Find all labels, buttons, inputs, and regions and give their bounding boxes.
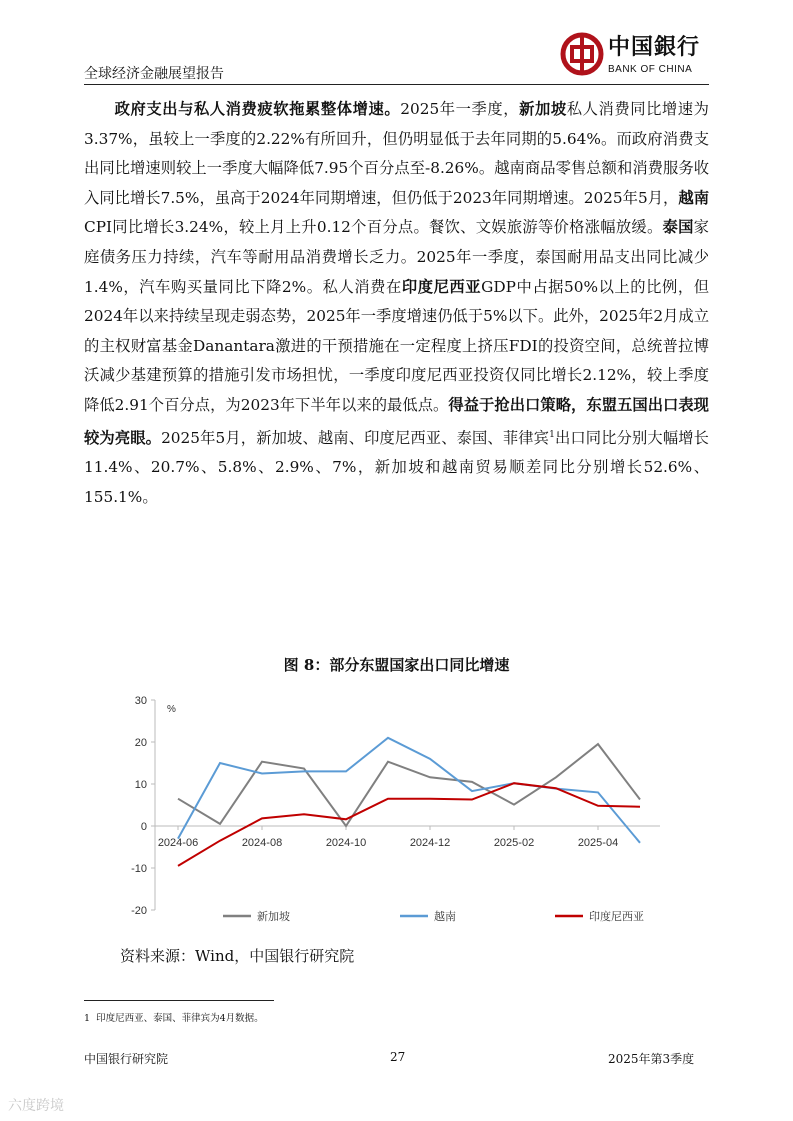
watermark: 六度跨境 bbox=[8, 1098, 64, 1114]
footer-period: 2025年第3季度 bbox=[608, 1052, 695, 1066]
bold-run: 新加坡 bbox=[519, 100, 567, 118]
legend-label: 印度尼西亚 bbox=[589, 911, 644, 923]
logo-chinese-name: 中国銀行 bbox=[608, 34, 701, 60]
figure-source: 资料来源：Wind，中国银行研究院 bbox=[120, 947, 355, 965]
bold-lead: 政府支出与私人消费疲软拖累整体增速。 bbox=[114, 100, 401, 118]
series-line-印度尼西亚 bbox=[178, 783, 640, 866]
footnote-marker: 1 bbox=[84, 1013, 91, 1024]
footnote-ref[interactable]: 1 bbox=[549, 429, 555, 440]
x-tick-label: 2025-04 bbox=[577, 837, 619, 849]
header-divider bbox=[84, 84, 709, 85]
text-run: GDP中占据50%以上的比例，但2024年以来持续呈现走弱态势，2025年一季度增速仍低于5%以下。此外，2025年2月成立的主权财富基金Danantara激进的干预措施在一定程度上挤压FDI的投资空间，总统普拉博沃减少基建预算的措施引发市场担忧，一季度印度尼西亚投资仅同比增长2.12%，较上季度降低2.91个百分点，为2023年下半年以来的最低点。 bbox=[84, 277, 709, 414]
figure-title: 图 8：部分东盟国家出口同比增速 bbox=[283, 656, 510, 674]
body-paragraph bbox=[84, 95, 709, 512]
x-tick-label: 2024-10 bbox=[325, 837, 367, 849]
bank-logo-emblem-icon bbox=[560, 32, 604, 76]
footer-org: 中国银行研究院 bbox=[84, 1052, 169, 1066]
text-run: 家庭债务压力持续，汽车等耐用品消费增长乏力。2025年一季度，泰国耐用品支出同比减少1.4%，汽车购买量同比下降2%。私人消费在 bbox=[84, 218, 709, 296]
series-line-新加坡 bbox=[178, 744, 640, 826]
page-number: 27 bbox=[390, 1050, 406, 1064]
legend-label: 新加坡 bbox=[257, 911, 290, 923]
bold-run: 印度尼西亚 bbox=[401, 277, 482, 296]
x-tick-label: 2024-08 bbox=[241, 837, 283, 849]
y-tick-label: 10 bbox=[134, 779, 147, 791]
text-run: 私人消费同比增速为3.37%，虽较上一季度的2.22%有所回升，但仍明显低于去年同期的5.64%。而政府消费支出同比增速则较上一季度大幅降低7.95个百分点至-8.26%。越南商品零售总额和消费服务收入同比增长7.5%，虽高于2024年同期增速，但仍低于2023年同期增速。2025年5月， bbox=[84, 100, 709, 207]
running-header-title: 全球经济金融展望报告 bbox=[84, 66, 224, 82]
text-run: 2025年一季度， bbox=[400, 100, 520, 118]
legend-label: 越南 bbox=[434, 911, 456, 923]
text-run: 出口同比分别大幅增长11.4%、20.7%、5.8%、2.9%、7%，新加坡和越南贸易顺差同比分别增长52.6%、155.1%。 bbox=[84, 428, 709, 506]
x-tick-label: 2024-06 bbox=[157, 837, 199, 849]
bank-logo bbox=[560, 30, 710, 80]
footnote bbox=[84, 1010, 264, 1024]
footnote-divider bbox=[84, 1000, 274, 1001]
bold-run: 泰国 bbox=[662, 218, 694, 237]
footnote-text: 印度尼西亚、泰国、菲律宾为4月数据。 bbox=[96, 1013, 264, 1024]
bold-run: 越南 bbox=[678, 188, 709, 207]
y-tick-label: 20 bbox=[134, 737, 147, 749]
logo-english-name: BANK OF CHINA bbox=[608, 64, 693, 75]
text-run: CPI同比增长3.24%，较上月上升0.12个百分点。餐饮、文娱旅游等价格涨幅放缓。 bbox=[84, 218, 663, 237]
y-tick-label: 30 bbox=[134, 695, 147, 707]
y-tick-label: 0 bbox=[140, 821, 147, 833]
text-run: 2025年5月，新加坡、越南、印度尼西亚、泰国、菲律宾 bbox=[161, 428, 550, 447]
y-unit-label: % bbox=[167, 704, 176, 715]
export-growth-line-chart bbox=[110, 688, 670, 938]
y-tick-label: -20 bbox=[131, 905, 147, 917]
bold-run: 得益于抢出口策略，东盟五国出口表现较为亮眼。 bbox=[84, 395, 709, 447]
x-tick-label: 2025-02 bbox=[493, 837, 535, 849]
y-tick-label: -10 bbox=[131, 863, 147, 875]
x-tick-label: 2024-12 bbox=[409, 837, 451, 849]
